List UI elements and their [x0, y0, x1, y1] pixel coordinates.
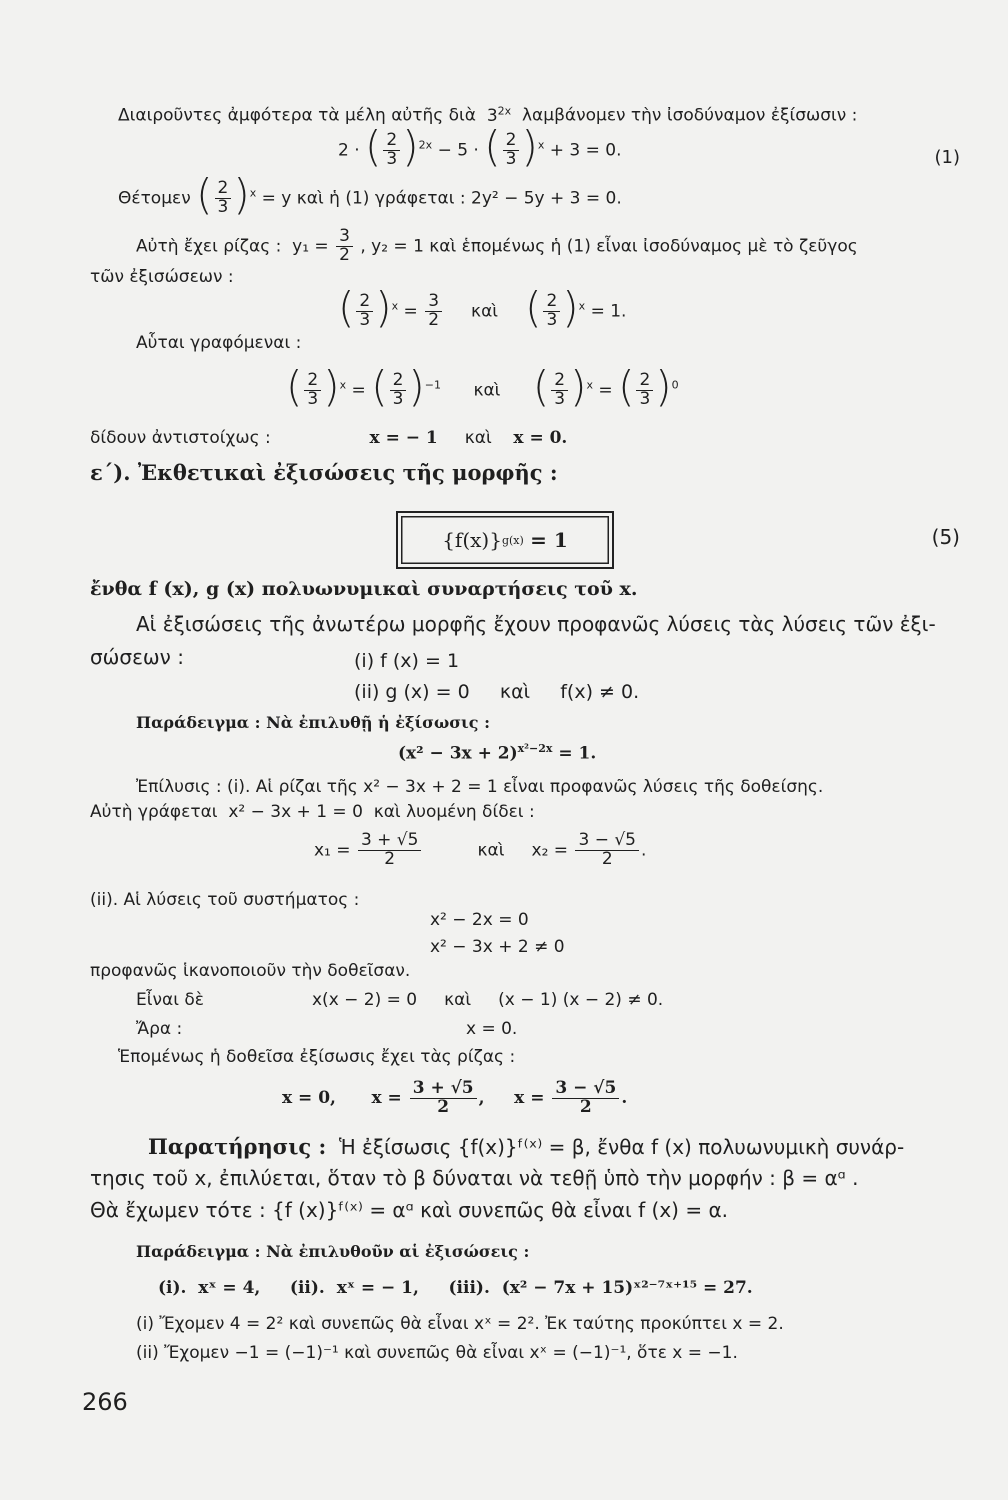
are-label: Εἶναι δὲ [136, 990, 204, 1010]
satisfy-line: προφανῶς ἱκανοποιοῦν τὴν δοθεῖσαν. [90, 961, 411, 981]
equation-1-tag: (1) [934, 147, 960, 168]
are-equation: x(x − 2) = 0 καὶ (x − 1) (x − 2) ≠ 0. [312, 990, 664, 1010]
example-2-label: Παράδειγμα : Νὰ ἐπιλυθοῦν αἱ ἐξισώσεις : [136, 1242, 530, 1261]
para1-end: λαμβάνομεν τὴν ἰσοδύναμον ἐξίσωσιν : [521, 105, 858, 126]
remark-line-2: τησις τοῦ x, ἐπιλύεται, ὅταν τὸ β δύναται νὰ τεθῇ ὑπὸ τὴν μορφήν : β = αᵅ . [90, 1166, 859, 1190]
system-eq-2: x² − 3x + 2 ≠ 0 [430, 937, 565, 957]
section-heading: ε΄). Ἐκθετικαὶ ἐξισώσεις τῆς μορφῆς : [90, 460, 558, 485]
solution-line-2: Αὐτὴ γράφεται x² − 3x + 1 = 0 καὶ λυομένη δίδει : [90, 802, 535, 822]
equation-1: 2 · ( $\frac{2}{3}$ ) $^{2x}$ − 5 · ( $\frac{2}{3}$ ) $^x$ + 3 = 0. [338, 122, 622, 172]
hence-equation: x = 0. [466, 1019, 518, 1039]
roots-x1-x2: x₁ = $\frac{3 + √5}{2}$ καὶ x₂ = $\frac{3 - √5}{2}$ . [314, 830, 647, 869]
page-number: 266 [82, 1388, 128, 1416]
intro-line-2: σώσεων : [90, 645, 184, 669]
remark-line-3: Θὰ ἔχωμεν τότε : {f (x)}ᶠ⁽ˣ⁾ = αᵅ καὶ συνεπῶς θὰ εἶναι f (x) = α. [90, 1198, 728, 1222]
system-label: (ii). Αἱ λύσεις τοῦ συστήματος : [90, 890, 360, 910]
equation-5-tag: (5) [931, 525, 960, 549]
solution-line-1: Ἐπίλυσις : (i). Αἱ ρίζαι τῆς x² − 3x + 2 = 1 εἶναι προφανῶς λύσεις τῆς δοθείσης. [136, 777, 824, 797]
case-ii: (ii) g (x) = 0 καὶ f(x) ≠ 0. [354, 681, 640, 703]
roots-label: Ἑπομένως ἡ δοθεῖσα ἐξίσωσις ἔχει τὰς ρίζας : [118, 1047, 516, 1067]
system-eq-1: x² − 2x = 0 [430, 910, 529, 930]
set-line: Θέτομεν ( $\frac{2}{3}$ ) $^x$ = y καὶ ἡ (1) γράφεται : 2y² − 5y + 3 = 0. [118, 170, 622, 220]
pair-equations: ( $\frac{2}{3}$ ) $^x$ = $\frac{3}{2}$ καὶ ( $\frac{2}{3}$ ) $^x$ = 1. [338, 283, 627, 333]
remark-title: Παρατήρησις : [148, 1134, 327, 1159]
case-i: (i) f (x) = 1 [354, 650, 460, 672]
example-1-equation: $(x^2 - 3x + 2)^{x^2-2x} = 1$. [398, 742, 597, 764]
example-1-label: Παράδειγμα : Νὰ ἐπιλυθῇ ἡ ἐξίσωσις : [136, 713, 490, 732]
written-label: Αὗται γραφόμεναι : [136, 333, 302, 353]
example-2-solution-ii: (ii) Ἔχομεν −1 = (−1)⁻¹ καὶ συνεπῶς θὰ εἶναι xˣ = (−1)⁻¹, ὅτε x = −1. [136, 1343, 738, 1363]
final-roots: x = 0, x = $\frac{3 + √5}{2}$ , x = $\frac{3 - √5}{2}$ . [282, 1078, 628, 1117]
roots-cont: τῶν ἐξισώσεων : [90, 267, 234, 287]
give-line: δίδουν ἀντιστοίχως : x = − 1 καὶ x = 0. [90, 428, 568, 448]
pair-equations-2: ( $\frac{2}{3}$ ) $^x$ = ( $\frac{2}{3}$ ) $^{-1}$ καὶ ( $\frac{2}{3}$ ) $^x$ = ( $\frac{2}{3}$ ) $^0$ [286, 362, 679, 412]
intro-line-1: Αἱ ἐξισώσεις τῆς ἀνωτέρω μορφῆς ἔχουν προφανῶς λύσεις τὰς λύσεις τῶν ἐξι- [136, 612, 936, 636]
para1-power: $3^{2x}$ [486, 104, 512, 126]
boxed-equation: {f(x)} g(x) = 1 [396, 511, 614, 569]
roots-line: Αὐτὴ ἔχει ρίζας : y₁ = $\frac{3}{2}$ , y₂ = 1 καὶ ἑπομένως ἡ (1) εἶναι ἰσοδύναμος μὲ τὸ ζεῦγος [136, 226, 858, 265]
example-2-solution-i: (i) Ἔχομεν 4 = 2² καὶ συνεπῶς θὰ εἶναι xˣ = 2². Ἐκ ταύτης προκύπτει x = 2. [136, 1314, 784, 1334]
remark-line-1: Παρατήρησις : Ἡ ἐξίσωσις {f(x)}ᶠ⁽ˣ⁾ = β, ἔνθα f (x) πολυωνυμικὴ συνάρ- [148, 1134, 905, 1159]
hence-label: Ἄρα : [136, 1019, 183, 1039]
example-2-equations: (i). xˣ = 4, (ii). xˣ = − 1, (iii). (x² − 7x + 15)ˣ²⁻⁷ˣ⁺¹⁵ = 27. [158, 1278, 753, 1298]
para1-text: Διαιροῦντες ἀμφότερα τὰ μέλη αὐτῆς διὰ [118, 105, 477, 126]
where-line: ἔνθα f (x), g (x) πολυωνυμικαὶ συναρτήσεις τοῦ x. [90, 578, 638, 600]
